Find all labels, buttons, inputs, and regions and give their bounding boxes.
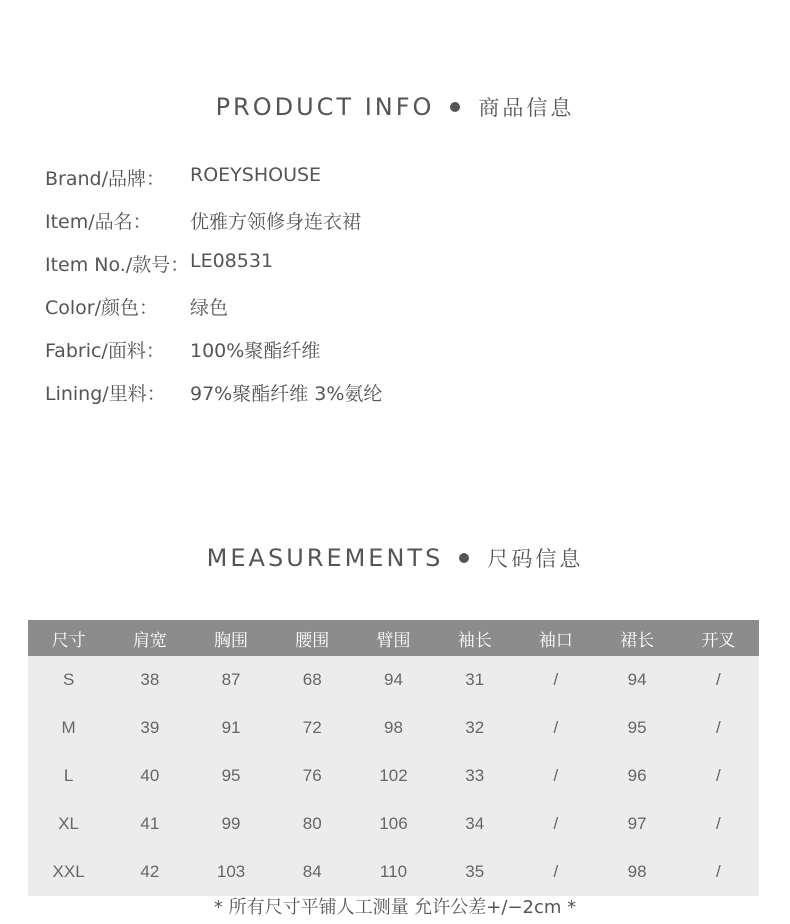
- table-cell: 98: [597, 848, 678, 896]
- measurements-title-en: MEASUREMENTS: [206, 544, 444, 572]
- table-cell: 91: [190, 704, 271, 752]
- info-label: Lining/里料：: [45, 383, 166, 405]
- table-cell: 35: [434, 848, 515, 896]
- info-value: LE08531: [190, 250, 274, 272]
- table-cell: 32: [434, 704, 515, 752]
- bullet-dot-icon: [450, 102, 460, 112]
- info-label: Brand/品牌：: [45, 168, 165, 190]
- table-header-row: [28, 620, 759, 656]
- table-cell: 87: [190, 656, 271, 704]
- table-cell: 96: [597, 752, 678, 800]
- header-size: 尺寸: [28, 620, 109, 656]
- header-shoulder: 肩宽: [109, 620, 190, 656]
- table-cell: 95: [190, 752, 271, 800]
- bullet-dot-icon: [459, 553, 469, 563]
- table-cell: 39: [109, 704, 190, 752]
- table-cell: /: [515, 704, 596, 752]
- table-row: [28, 800, 759, 848]
- header-sleeve-length: 袖长: [434, 620, 515, 656]
- info-value: 优雅方领修身连衣裙: [190, 211, 362, 233]
- table-cell: 38: [109, 656, 190, 704]
- table-cell: /: [678, 848, 759, 896]
- table-cell: /: [515, 656, 596, 704]
- table-cell: 84: [272, 848, 353, 896]
- measurements-title: [0, 543, 790, 573]
- table-cell: /: [515, 752, 596, 800]
- table-cell: 99: [190, 800, 271, 848]
- table-cell: /: [678, 704, 759, 752]
- info-value: ROEYSHOUSE: [190, 164, 322, 186]
- table-cell: 106: [353, 800, 434, 848]
- table-cell: /: [678, 656, 759, 704]
- product-info-title-en: PRODUCT INFO: [215, 93, 435, 121]
- table-row: [28, 704, 759, 752]
- table-cell: /: [515, 848, 596, 896]
- info-value: 绿色: [190, 297, 229, 319]
- table-cell: /: [678, 800, 759, 848]
- table-cell: /: [515, 800, 596, 848]
- table-cell: 72: [272, 704, 353, 752]
- table-cell: 68: [272, 656, 353, 704]
- table-cell: /: [678, 752, 759, 800]
- info-label: Fabric/面料：: [45, 340, 165, 362]
- table-row: [28, 656, 759, 704]
- table-row: [28, 848, 759, 896]
- table-cell: 94: [353, 656, 434, 704]
- table-cell: XL: [28, 800, 109, 848]
- size-table: [28, 620, 759, 896]
- table-cell: 103: [190, 848, 271, 896]
- table-cell: S: [28, 656, 109, 704]
- table-row: [28, 752, 759, 800]
- table-cell: XXL: [28, 848, 109, 896]
- table-cell: 33: [434, 752, 515, 800]
- table-cell: 95: [597, 704, 678, 752]
- table-cell: 97: [597, 800, 678, 848]
- table-cell: 102: [353, 752, 434, 800]
- table-cell: 80: [272, 800, 353, 848]
- info-label: Item No./款号：: [45, 254, 190, 276]
- table-cell: 42: [109, 848, 190, 896]
- header-skirt-length: 裙长: [597, 620, 678, 656]
- header-slit: 开叉: [678, 620, 759, 656]
- info-label: Item/品名：: [45, 211, 152, 233]
- header-arm: 臂围: [353, 620, 434, 656]
- info-value: 100%聚酯纤维: [190, 340, 321, 362]
- table-cell: 41: [109, 800, 190, 848]
- table-cell: 98: [353, 704, 434, 752]
- table-cell: M: [28, 704, 109, 752]
- product-info-title: [0, 92, 790, 122]
- info-value: 97%聚酯纤维 3%氨纶: [190, 383, 383, 405]
- table-cell: 34: [434, 800, 515, 848]
- table-cell: 76: [272, 752, 353, 800]
- table-cell: 31: [434, 656, 515, 704]
- table-cell: 110: [353, 848, 434, 896]
- table-cell: 40: [109, 752, 190, 800]
- table-cell: 94: [597, 656, 678, 704]
- table-cell: L: [28, 752, 109, 800]
- header-bust: 胸围: [190, 620, 271, 656]
- header-cuff: 袖口: [515, 620, 596, 656]
- info-label: Color/颜色：: [45, 297, 159, 319]
- measurements-title-cn: 尺码信息: [487, 547, 584, 571]
- header-waist: 腰围: [272, 620, 353, 656]
- product-info-title-cn: 商品信息: [478, 96, 575, 120]
- measurement-note: * 所有尺寸平铺人工测量 允许公差+/−2cm *: [213, 897, 577, 918]
